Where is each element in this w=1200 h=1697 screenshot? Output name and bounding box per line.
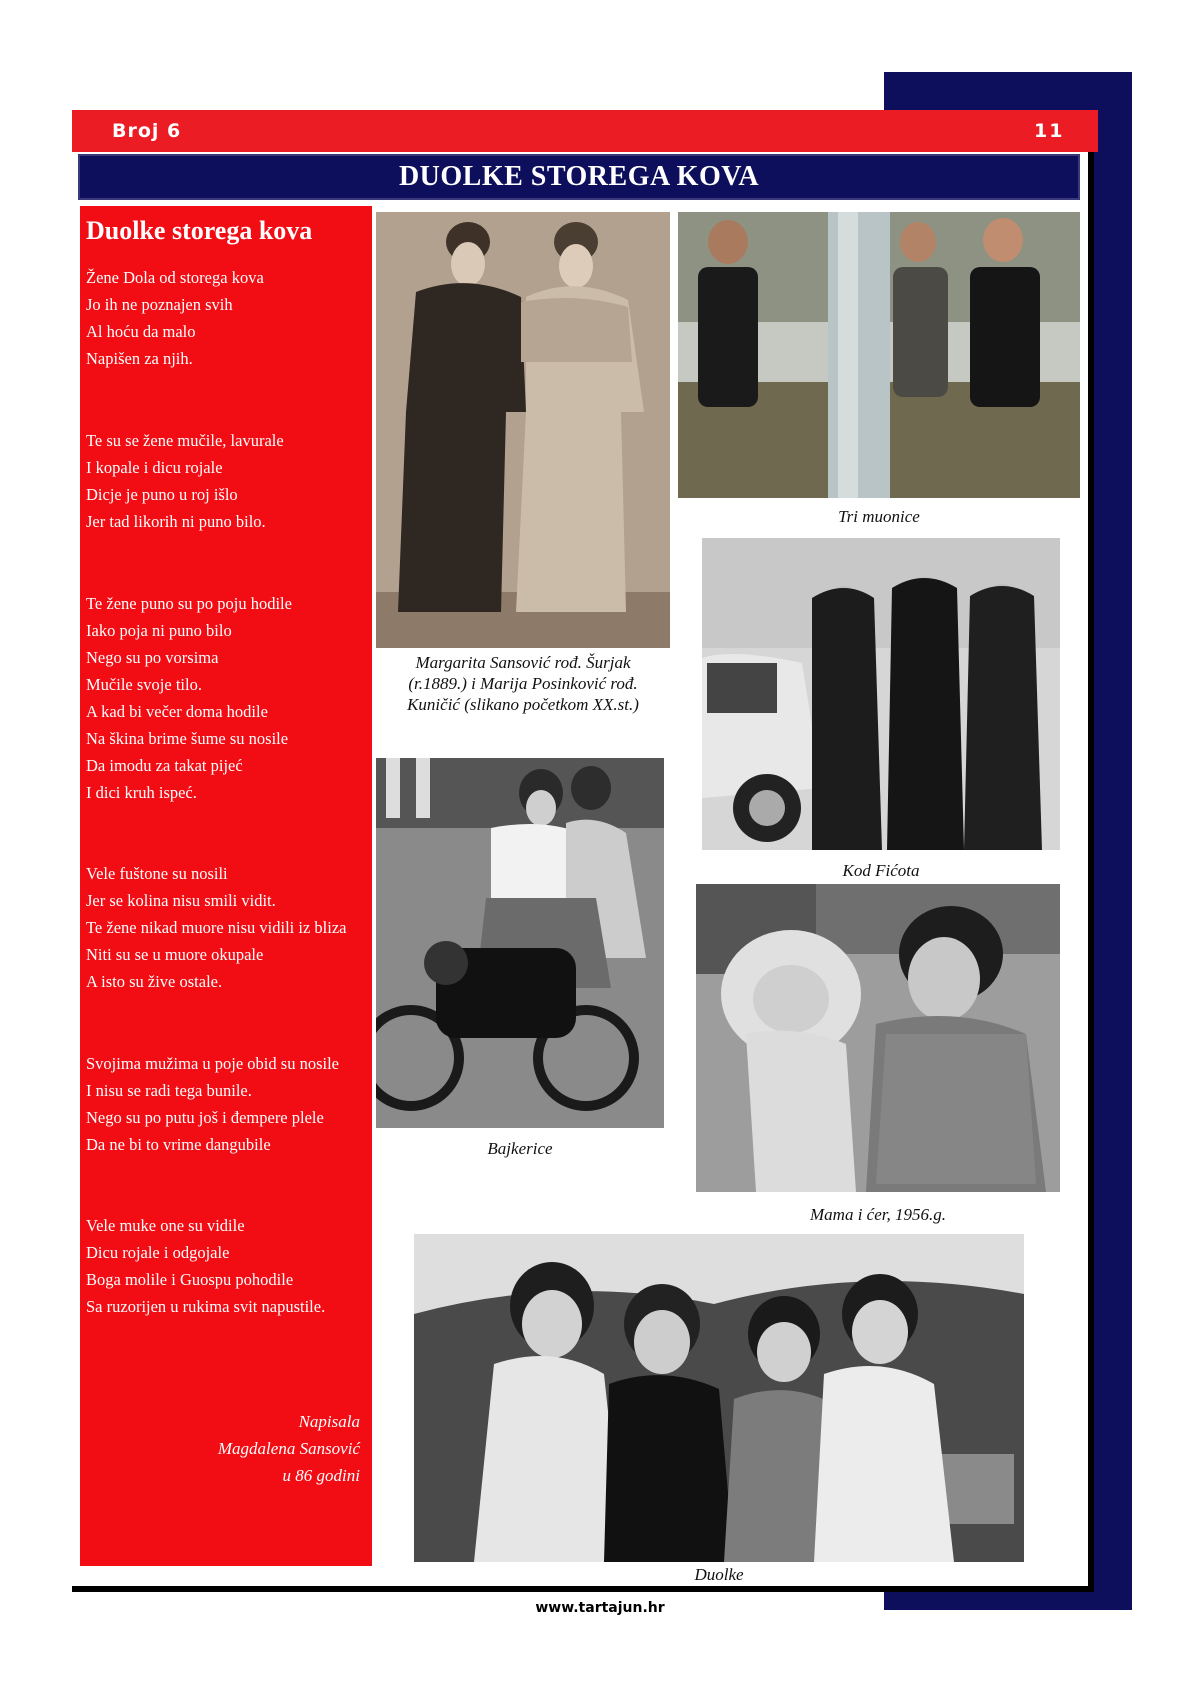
photo-margarita-marija [376, 212, 670, 648]
poem-line: Iako poja ni puno bilo [86, 621, 232, 640]
poem-line: Jer tad likorih ni puno bilo. [86, 512, 266, 531]
poem-line: Jer se kolina nisu smili vidit. [86, 891, 276, 910]
caption-line: (r.1889.) i Marija Posinković rođ. [408, 674, 638, 693]
poem-line: Da ne bi to vrime dangubile [86, 1135, 271, 1154]
issue-number: Broj 6 [112, 120, 182, 142]
poem-line: Boga molile i Guospu pohodile [86, 1270, 294, 1289]
poem-line: Dicu rojale i odgojale [86, 1243, 230, 1262]
poem-line: I dici kruh ispeć. [86, 783, 197, 802]
poem-line: Žene Dola od storega kova [86, 268, 264, 287]
poem-stanza [86, 590, 292, 806]
poem-line: Da imodu za takat pijeć [86, 756, 243, 775]
poem-line: Dicje je puno u roj išlo [86, 485, 238, 504]
section-title-bar [78, 154, 1080, 200]
caption-duolke: Duolke [694, 1565, 744, 1584]
caption-margarita-marija [376, 652, 670, 715]
header-bar [72, 110, 1098, 152]
poem-line: Na škina brime šume su nosile [86, 729, 289, 748]
poem-line: Napišen za njih. [86, 349, 193, 368]
poem-line: Te su se žene mučile, lavurale [86, 431, 284, 450]
poem-line: Te žene puno su po poju hodile [86, 594, 292, 613]
poem-stanza [86, 264, 264, 372]
caption-tri-muonice: Tri muonice [838, 507, 920, 526]
poem-line: Niti su se u muore okupale [86, 945, 264, 964]
poem-stanza [86, 1050, 339, 1158]
signature-line: Napisala [298, 1412, 360, 1431]
poem-line: Te žene nikad muore nisu vidili iz bliza [86, 918, 347, 937]
photo-bajkerice [376, 758, 664, 1128]
poem-line: A isto su žive ostale. [86, 972, 223, 991]
poem-line: Svojima mužima u poje obid su nosile [86, 1054, 339, 1073]
signature-line: u 86 godini [282, 1466, 360, 1485]
caption-bajkerice: Bajkerice [487, 1139, 553, 1158]
poem-stanza [86, 1212, 325, 1320]
page-number: 11 [1034, 120, 1065, 142]
poem-signature [218, 1408, 360, 1489]
poem-line: Mučile svoje tilo. [86, 675, 202, 694]
poem-line: Jo ih ne poznajen svih [86, 295, 233, 314]
photo-kod-ficota [702, 538, 1060, 850]
signature-line: Magdalena Sansović [217, 1439, 360, 1458]
poem-line: Vele fuštone su nosili [86, 864, 228, 883]
poem-line: Al hoću da malo [86, 322, 196, 341]
footer-url[interactable]: www.tartajun.hr [535, 1600, 665, 1616]
caption-mama-i-cer: Mama i ćer, 1956.g. [810, 1205, 946, 1224]
caption-kod-ficota: Kod Fićota [842, 861, 920, 880]
section-title: DUOLKE STOREGA KOVA [398, 161, 760, 192]
photo-tri-muonice [678, 212, 1080, 498]
caption-line: Margarita Sansović rođ. Šurjak [415, 653, 631, 672]
caption-line: Kuničić (slikano početkom XX.st.) [407, 695, 639, 714]
poem-stanza [86, 427, 284, 535]
poem-line: Nego su po putu još i đempere plele [86, 1108, 324, 1127]
poem-line: A kad bi večer doma hodile [86, 702, 268, 721]
poem-title: Duolke storega kova [86, 216, 313, 245]
poem-line: Nego su po vorsima [86, 648, 219, 667]
poem-line: I kopale i dicu rojale [86, 458, 223, 477]
poem-stanza [86, 860, 346, 995]
photo-duolke [414, 1234, 1024, 1562]
poem-line: Vele muke one su vidile [86, 1216, 245, 1235]
photo-mama-i-cer [696, 884, 1060, 1192]
poem-line: Sa ruzorijen u rukima svit napustile. [86, 1297, 326, 1316]
poem-line: I nisu se radi tega bunile. [86, 1081, 252, 1100]
